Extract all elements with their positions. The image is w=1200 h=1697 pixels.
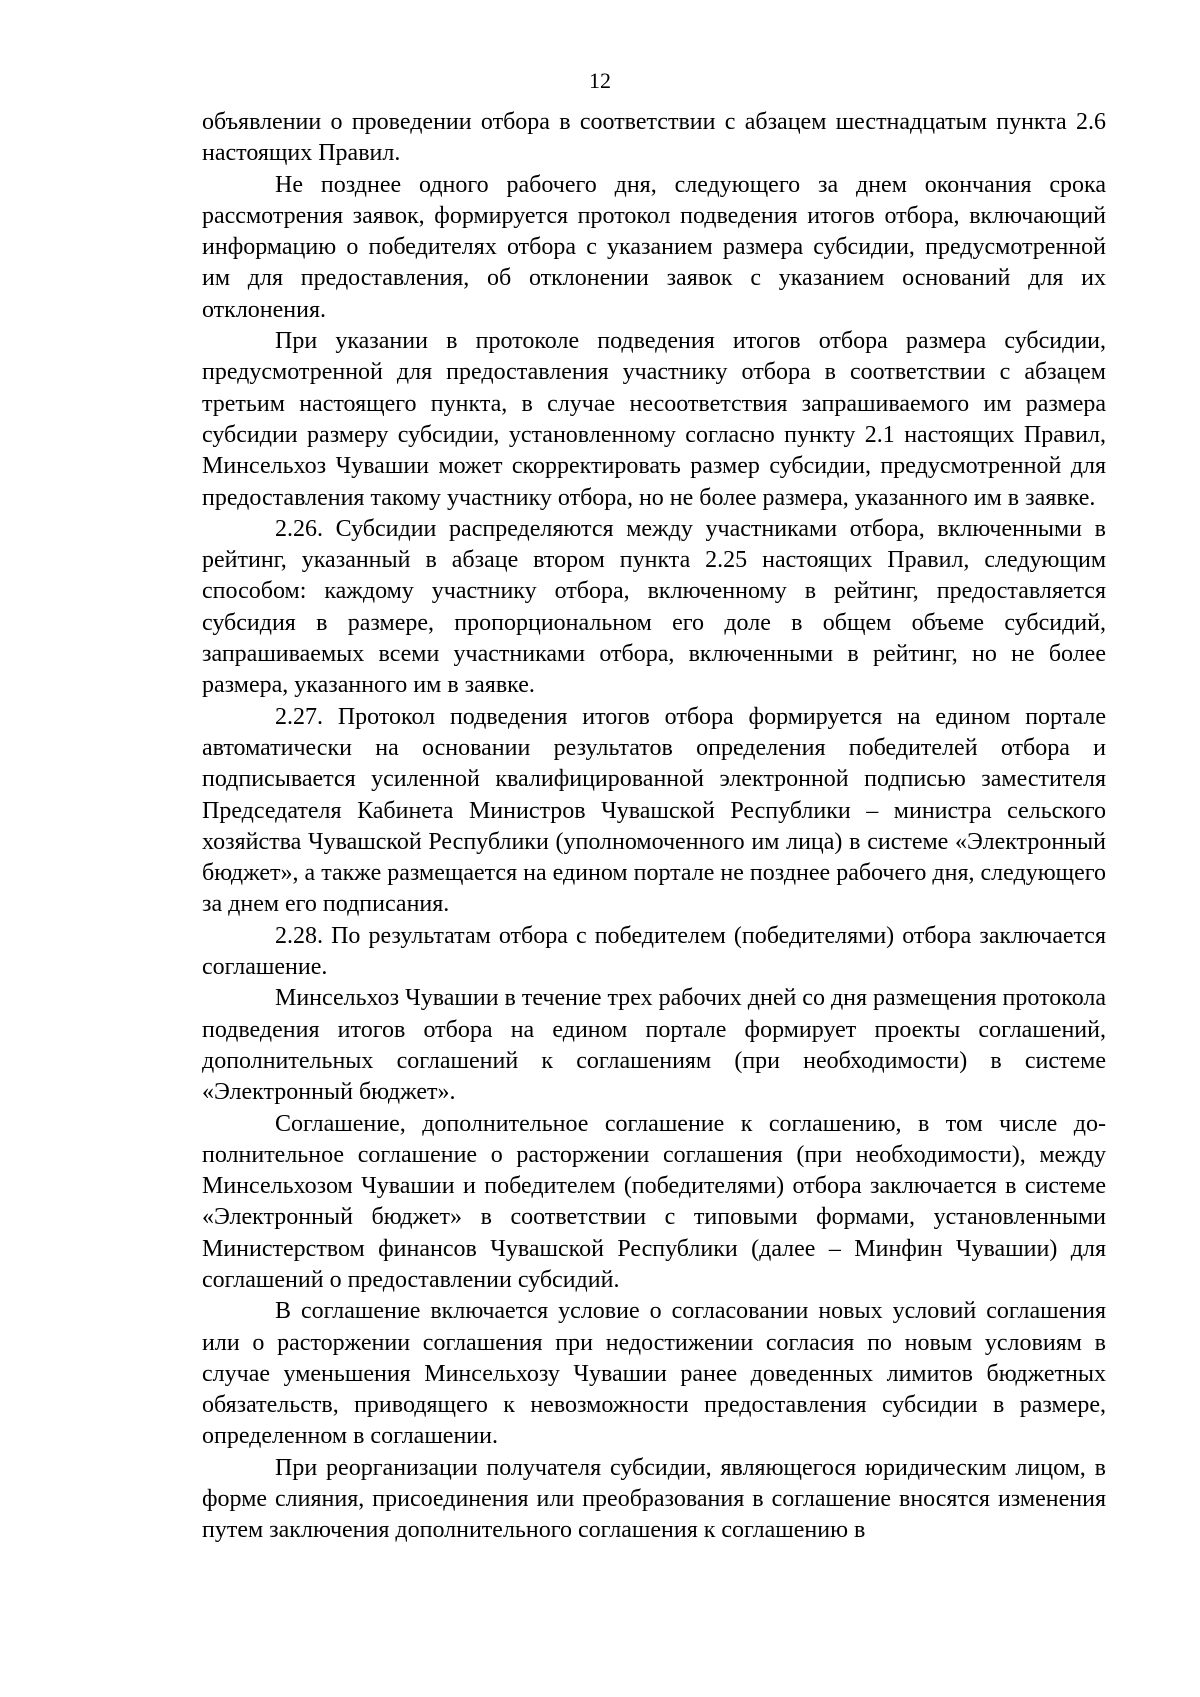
paragraph: В соглашение включается условие о согласовании новых условий соглашения или о расторжении соглашения при недостижении согласия по новым условиям в случае уменьшения Минсельхозу Чувашии ранее доведенных лимитов бюджетных обязательств, приводящего к невозможности предоставления субсидии в размере, определенном в соглашении. bbox=[202, 1298, 1106, 1450]
paragraph: При указании в протоколе подведения итогов отбора размера субсидии, предусмотренной для предоставления участнику отбора в соответствии с абзацем третьим настоящего пункта, в случае несоответствия запрашиваемого им размера субсидии размеру субсидии, установленному согласно пункту 2.1 настоящих Правил, Минсельхоз Чувашии может скорректировать размер субсидии, предусмотренной для предоставления такому участнику отбора, но не более размера, указанного им в заявке. bbox=[202, 328, 1106, 511]
paragraph: При реорганизации получателя субсидии, являющегося юридическим лицом, в форме слияния, присоединения или преобразования в соглашение вносятся изменения путем заключения дополнительного соглашения к соглашению в bbox=[202, 1454, 1106, 1544]
paragraph: 2.28. По результатам отбора с победителем (победителями) отбора заключается соглашение. bbox=[202, 922, 1106, 981]
document-body bbox=[202, 107, 1106, 1547]
paragraph: объявлении о проведении отбора в соответствии с абзацем шестнадцатым пункта 2.6 настоящих Правил. bbox=[202, 109, 1106, 167]
paragraph: 2.27. Протокол подведения итогов отбора формируется на едином портале автоматически на основании результатов определения победителей отбора и подписывается усиленной квалифицированной электронной подписью заместителя Председателя Кабинета Министров Чувашской Республики – министра сельского хозяйства Чувашской Республики (уполномоченного им лица) в системе «Электронный бюджет», а также размещается на едином портале не позднее рабочего дня, следующего за днем его подписания. bbox=[202, 703, 1106, 918]
page-number: 12 bbox=[589, 68, 611, 93]
paragraph: Соглашение, дополнительное соглашение к соглашению, в том числе дополнительное соглашение о расторжении соглашения (при необходимости), между Минсельхозом Чувашии и победителем (победителями) отбора заключается в системе «Электронный бюджет» в соответствии с типовыми формами, установленными Министерством финансов Чувашской Республики (далее – Минфин Чувашии) для соглашений о предоставлении субсидий. bbox=[202, 1110, 1106, 1293]
paragraph: Не позднее одного рабочего дня, следующего за днем окончания срока рассмотрения заявок, формируется протокол подведения итогов отбора, включающий информацию о победителях отбора с указанием размера субсидии, предусмотренной им для предоставления, об отклонении заявок с указанием оснований для их отклонения. bbox=[202, 171, 1106, 323]
paragraph: 2.26. Субсидии распределяются между участниками отбора, включенными в рейтинг, указанный в абзаце втором пункта 2.25 настоящих Правил, следующим способом: каждому участнику отбора, включенному в рейтинг, предоставляется субсидия в размере, пропорциональном его доле в общем объеме субсидий, запрашиваемых всеми участниками отбора, включенными в рейтинг, но не более размера, указанного им в заявке. bbox=[202, 515, 1106, 699]
paragraph: Минсельхоз Чувашии в течение трех рабочих дней со дня размещения протокола подведения итогов отбора на едином портале формирует проекты соглашений, дополнительных соглашений к соглашениям (при необходимости) в системе «Электронный бюджет». bbox=[202, 985, 1106, 1106]
